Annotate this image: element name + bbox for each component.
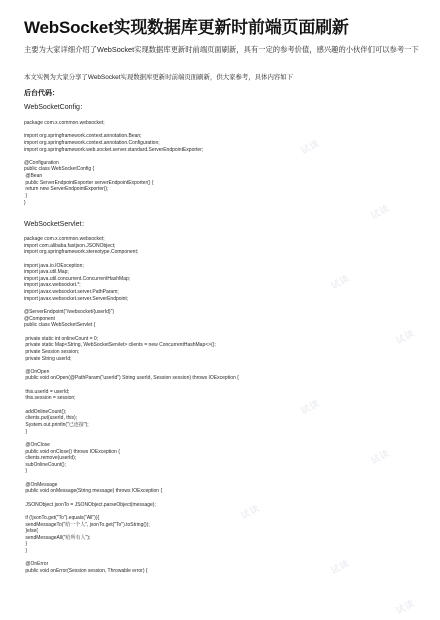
servlet-code-block — [24, 236, 239, 575]
code-line: this.userId = userId; — [24, 388, 70, 395]
watermark-text: 试读 — [329, 558, 352, 577]
code-line: @Component — [24, 315, 55, 322]
code-line: import java.io.IOException; — [24, 262, 84, 269]
intro-paragraph: 主要为大家详细介绍了WebSocket实现数据库更新时前端页面刷新，具有一定的参考价值，感兴趣的小伙伴们可以参考一下 — [24, 45, 419, 54]
code-line: subOnlineCount(); — [24, 461, 66, 468]
code-line: @OnClose — [24, 441, 50, 448]
code-line: sendMessageAll("给所有人"); — [24, 534, 91, 541]
code-line — [24, 508, 239, 515]
code-line: this.session = session; — [24, 395, 76, 402]
code-line: import javax.websocket.server.PathParam; — [24, 289, 119, 296]
code-line: clients.remove(userId); — [24, 455, 77, 462]
code-line — [24, 256, 239, 263]
watermark-text: 试读 — [239, 503, 262, 522]
code-line: public class WebSocketConfig { — [24, 166, 95, 173]
code-line: }else{ — [24, 528, 38, 535]
code-line: import javax.websocket.server.ServerEndpoint; — [24, 295, 129, 302]
backend-code-heading: 后台代码： — [24, 90, 59, 97]
code-line: @OnMessage — [24, 481, 58, 488]
config-code-block — [24, 120, 203, 206]
code-line: return new ServerEndpointExporter(); — [24, 186, 109, 193]
code-line: System.out.println("已连接"); — [24, 421, 89, 428]
code-line: public void onError(Session session, Throwable error) { — [24, 568, 148, 575]
code-line: @OnError — [24, 561, 49, 568]
code-line: private Session session; — [24, 348, 80, 355]
code-line — [24, 382, 239, 389]
code-line — [24, 402, 239, 409]
watermark-text: 试读 — [369, 203, 392, 222]
code-line: @Bean — [24, 173, 43, 180]
code-line — [24, 329, 239, 336]
code-line: public class WebSocketServlet { — [24, 322, 96, 329]
code-line — [24, 362, 239, 369]
code-line: import org.springframework.context.annotation.Bean; — [24, 133, 142, 140]
code-line: package com.x.common.websocket; — [24, 236, 105, 242]
code-line: import com.alibaba.fastjson.JSONObject; — [24, 242, 116, 249]
code-line: } — [24, 548, 28, 555]
config-section-heading: WebSocketConfig： — [24, 104, 87, 111]
watermark-text: 试读 — [369, 448, 392, 467]
code-line: } — [24, 428, 28, 435]
servlet-section-heading: WebSocketServlet： — [24, 221, 89, 228]
watermark-text: 试读 — [394, 598, 417, 617]
code-line: public void onClose() throws IOException { — [24, 448, 120, 455]
code-line: } — [24, 541, 28, 548]
code-line: import org.springframework.context.annotation.Configuration; — [24, 139, 160, 146]
code-line: import java.util.concurrent.ConcurrentHashMap; — [24, 275, 131, 282]
code-line — [24, 153, 203, 160]
code-line: @ServerEndpoint("/websocket/{userId}") — [24, 309, 115, 316]
code-line: import java.util.Map; — [24, 269, 69, 276]
code-line: import org.springframework.web.socket.server.standard.ServerEndpointExporter; — [24, 146, 204, 153]
code-line: @OnOpen — [24, 368, 50, 375]
code-line: public void onOpen(@PathParam("userId") String userId, Session session) throws IOException { — [24, 375, 239, 382]
code-line: private static int onlineCount = 0; — [24, 335, 99, 342]
code-line — [24, 435, 239, 442]
code-line — [24, 302, 239, 309]
watermark-text: 试读 — [299, 138, 322, 157]
code-line: import javax.websocket.*; — [24, 282, 81, 289]
watermark-text: 试读 — [299, 398, 322, 417]
code-line: } — [24, 199, 26, 206]
page-title: WebSocket实现数据库更新时前端页面刷新 — [24, 18, 349, 37]
intro-sentence: 本文实例为大家分享了WebSocket实现数据库更新时前端页面刷新，供大家参考，具体内容如下 — [24, 74, 294, 81]
code-line: JSONObject jsonTo = JSONObject.parseObject(message); — [24, 501, 156, 508]
code-line: import org.springframework.stereotype.Component; — [24, 249, 139, 256]
code-line — [24, 127, 203, 134]
code-line — [24, 495, 239, 502]
code-line — [24, 555, 239, 562]
code-line: sendMessageTo("给一个人", jsonTo.get("To").toString()); — [24, 521, 150, 528]
code-line: public ServerEndpointExporter serverEndpointExporter() { — [24, 179, 154, 186]
code-line: private static Map<String, WebSocketServlet> clients = new ConcurrentHashMap<>(); — [24, 342, 216, 349]
watermark-text: 试读 — [394, 328, 417, 347]
watermark-text: 试读 — [329, 273, 352, 292]
code-line: @Configuration — [24, 159, 59, 166]
code-line: private String userId; — [24, 355, 72, 362]
code-line — [24, 475, 239, 482]
code-line: } — [24, 468, 28, 475]
code-line: clients.put(userId, this); — [24, 415, 78, 422]
code-line: package com.x.common.websocket; — [24, 120, 105, 126]
code-line: public void onMessage(String message) throws IOException { — [24, 488, 163, 495]
code-line: if (!jsonTo.get("To").equals("All")){ — [24, 514, 100, 521]
code-line: } — [24, 193, 28, 200]
code-line: addOnlineCount(); — [24, 408, 67, 415]
